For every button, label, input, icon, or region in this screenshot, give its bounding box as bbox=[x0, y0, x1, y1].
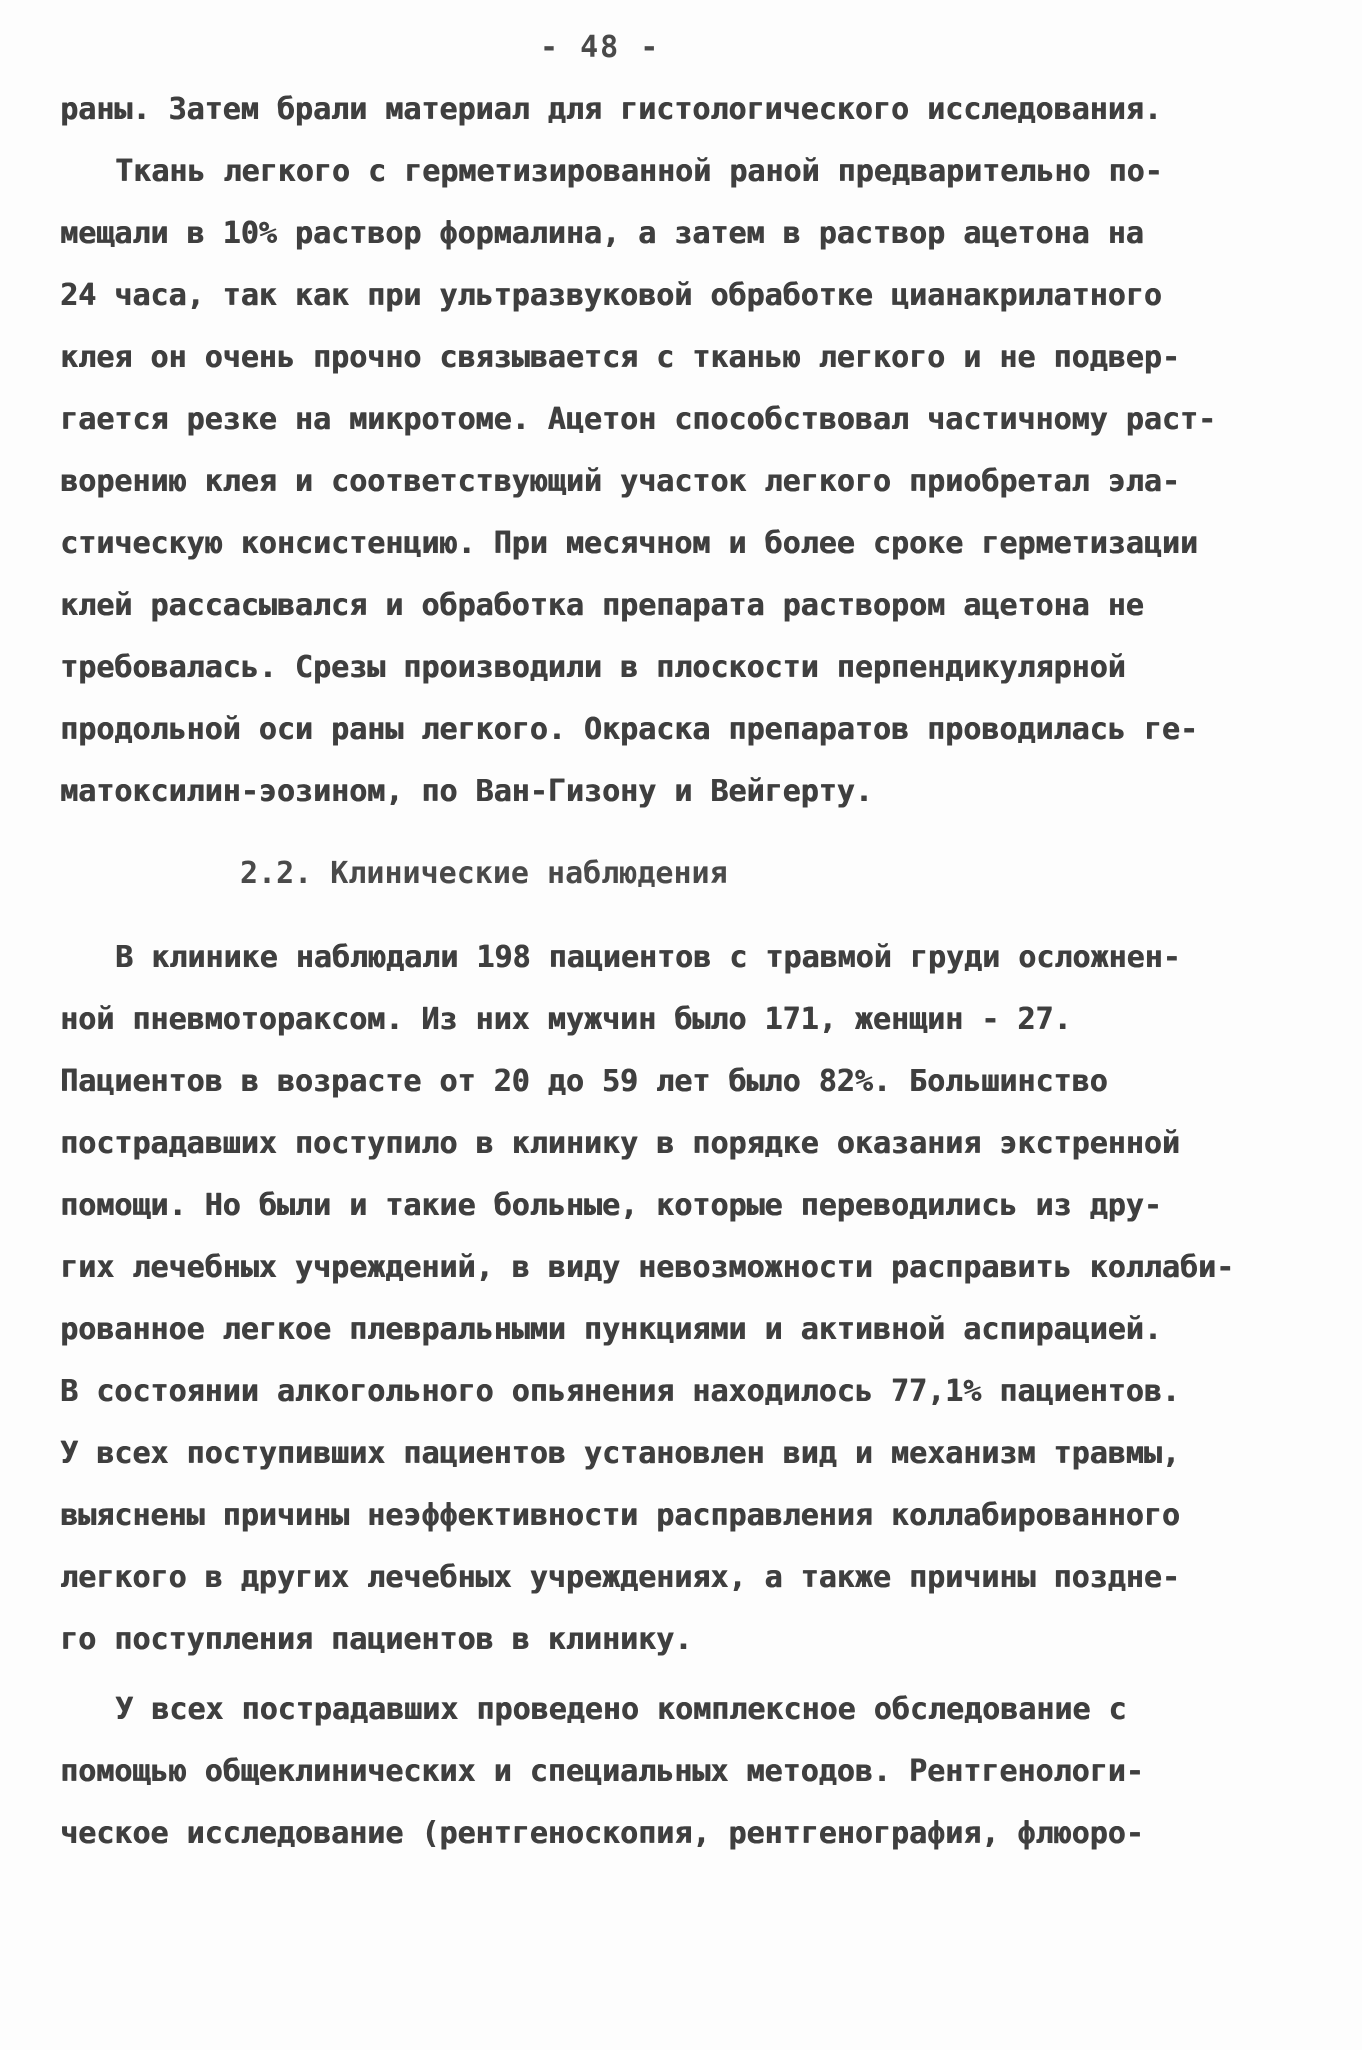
text-line: ной пневмотораксом. Из них мужчин было 171, женщин - 27. bbox=[60, 1002, 1072, 1037]
text-line: рованное легкое плевральными пункциями и активной аспирацией. bbox=[60, 1312, 1162, 1347]
text-line: помощью общеклинических и специальных методов. Рентгенологи- bbox=[60, 1754, 1144, 1789]
text-line: легкого в других лечебных учреждениях, а также причины поздне- bbox=[60, 1560, 1180, 1595]
text-line: го поступления пациентов в клинику. bbox=[60, 1622, 693, 1657]
text-line: продольной оси раны легкого. Окраска препаратов проводилась ге- bbox=[60, 712, 1198, 747]
text-line: ворению клея и соответствующий участок легкого приобретал эла- bbox=[60, 464, 1180, 499]
section-heading: 2.2. Клинические наблюдения bbox=[240, 856, 728, 891]
text-line: У всех поступивших пациентов установлен вид и механизм травмы, bbox=[60, 1436, 1180, 1471]
text-line: У всех пострадавших проведено комплексное обследование с bbox=[115, 1692, 1127, 1727]
text-line: стическую консистенцию. При месячном и более сроке герметизации bbox=[60, 526, 1198, 561]
text-line: В состоянии алкогольного опьянения находилось 77,1% пациентов. bbox=[60, 1374, 1180, 1409]
text-line: 24 часа, так как при ультразвуковой обработке цианакрилатного bbox=[60, 278, 1162, 313]
text-line: требовалась. Срезы производили в плоскости перпендикулярной bbox=[60, 650, 1126, 685]
text-line: помощи. Но были и такие больные, которые переводились из дру- bbox=[60, 1188, 1162, 1223]
text-line: клея он очень прочно связывается с тканью легкого и не подвер- bbox=[60, 340, 1180, 375]
text-line: матоксилин-эозином, по Ван-Гизону и Вейгерту. bbox=[60, 774, 873, 809]
text-line: пострадавших поступило в клинику в порядке оказания экстренной bbox=[60, 1126, 1180, 1161]
text-line: гих лечебных учреждений, в виду невозможности расправить коллаби- bbox=[60, 1250, 1234, 1285]
text-line: клей рассасывался и обработка препарата раствором ацетона не bbox=[60, 588, 1144, 623]
text-line: раны. Затем брали материал для гистологического исследования. bbox=[60, 92, 1162, 127]
text-line: выяснены причины неэффективности расправления коллабированного bbox=[60, 1498, 1180, 1533]
text-line: гается резке на микротоме. Ацетон способствовал частичному раст- bbox=[60, 402, 1216, 437]
text-line: В клинике наблюдали 198 пациентов с травмой груди осложнен- bbox=[115, 940, 1181, 975]
text-line: ческое исследование (рентгеноскопия, рентгенография, флюоро- bbox=[60, 1816, 1144, 1851]
page-number: - 48 - bbox=[540, 30, 661, 65]
text-line: мещали в 10% раствор формалина, а затем в раствор ацетона на bbox=[60, 216, 1144, 251]
text-line: Ткань легкого с герметизированной раной предварительно по- bbox=[115, 154, 1163, 189]
text-line: Пациентов в возрасте от 20 до 59 лет было 82%. Большинство bbox=[60, 1064, 1108, 1099]
